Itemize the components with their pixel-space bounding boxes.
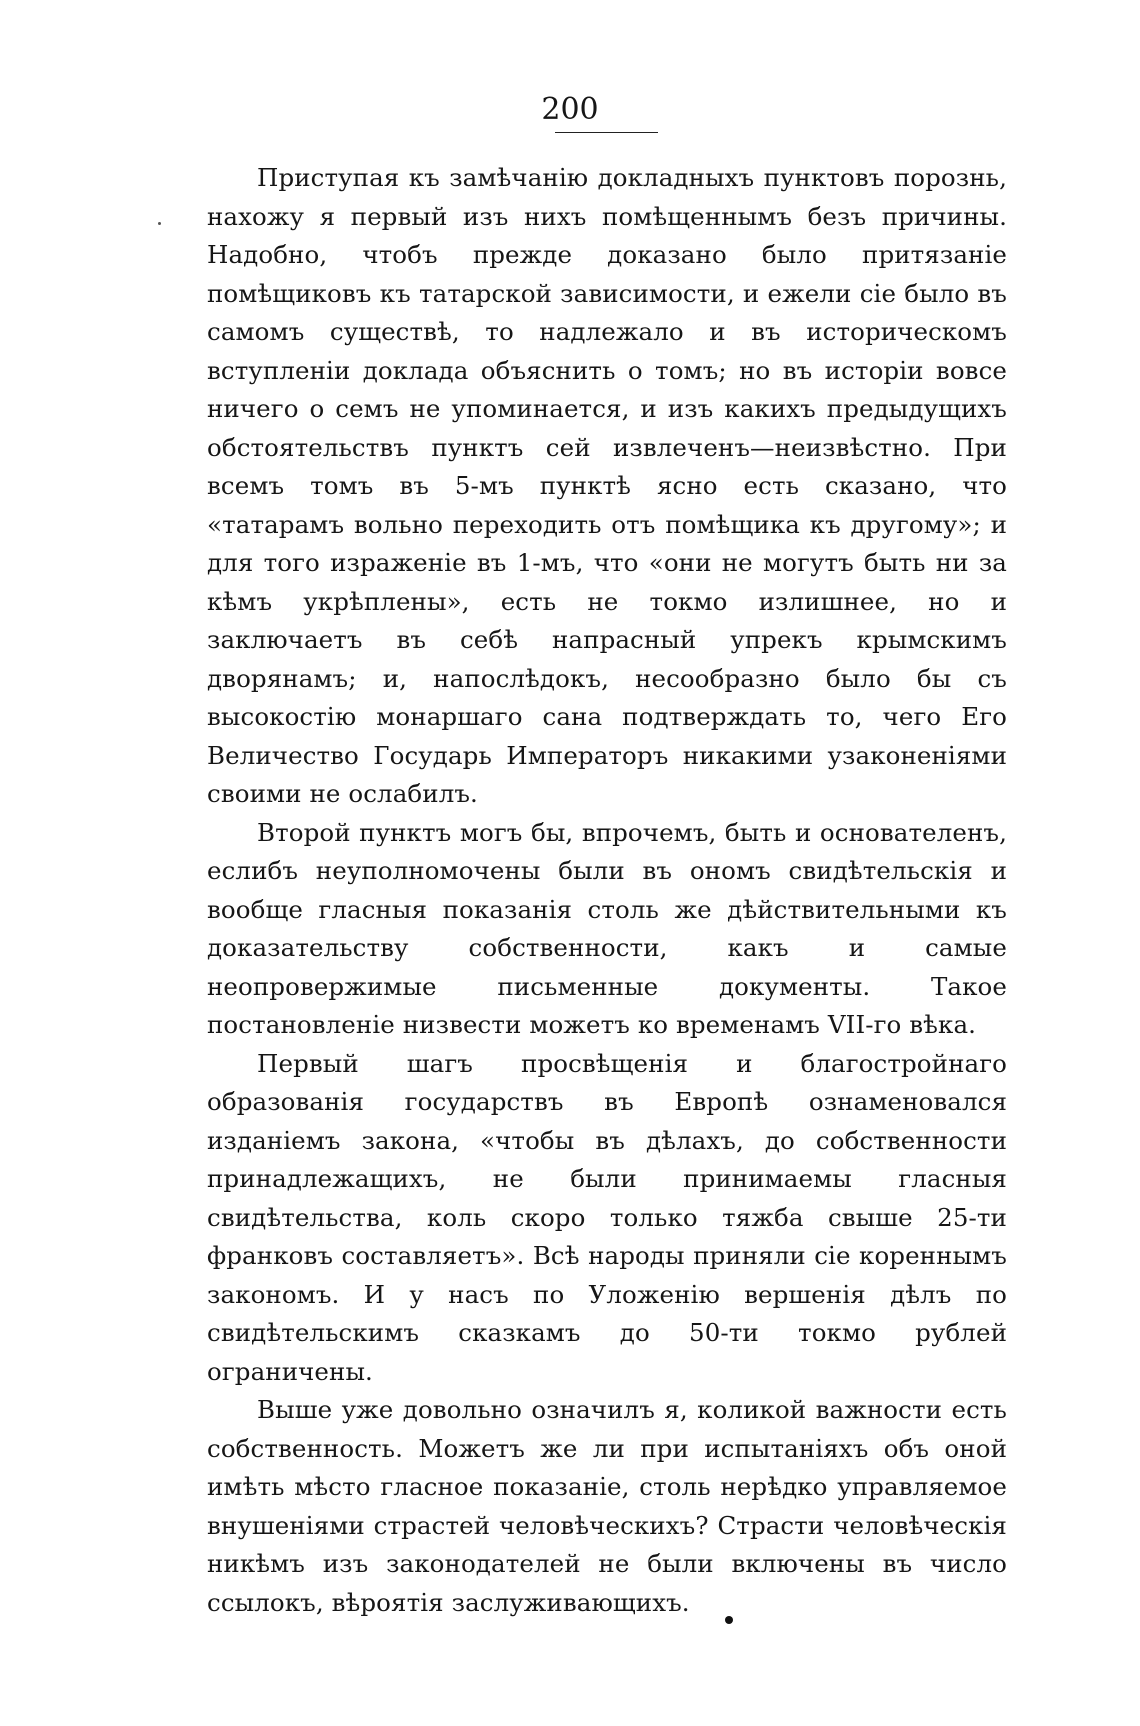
stray-ink-mark [158,222,161,225]
page-number-rule [555,132,658,133]
page-number: 200 [541,92,599,127]
paragraph-3: Первый шагъ просвѣщенія и благостройнаго образованія государствъ въ Европѣ ознаменовался изданіемъ закона, «чтобы въ дѣлахъ, до собственности принадлежащихъ, не были принимаемы гласныя свидѣтельства, коль скоро только тяжба свыше 25-ти франковъ составляетъ». Всѣ народы приняли сіе кореннымъ закономъ. И у насъ по Уложенію вершенія дѣлъ по свидѣтельскимъ сказкамъ до 50-ти токмо рублей ограничены. [207,1048,1007,1386]
paragraph-1: Приступая къ замѣчанію докладныхъ пунктовъ порознь, нахожу я первый изъ нихъ помѣщеннымъ безъ причины. Надобно, чтобъ прежде доказано было притязаніе помѣщиковъ къ татарской зависимости, и ежели сіе было въ самомъ существѣ, то надлежало и въ историческомъ вступленіи доклада объяснить о томъ; но въ исторіи вовсе ничего о семъ не упоминается, и изъ какихъ предыдущихъ обстоятельствъ пунктъ сей извлеченъ—неизвѣстно. При всемъ томъ въ 5-мъ пунктѣ ясно есть сказано, что «татарамъ вольно переходить отъ помѣщика къ другому»; и для того израженіе въ 1-мъ, что «они не могутъ быть ни за кѣмъ укрѣплены», есть не токмо излишнее, но и заключаетъ въ себѣ напрасный упрекъ крымскимъ дворянамъ; и, напослѣдокъ, несообразно было бы съ высокостію монаршаго сана подтверждать то, чего Его Величество Государь Императоръ никакими узаконеніями своими не ослабилъ. [207,163,1007,808]
printer-dot-mark [725,1616,733,1624]
paragraph-2: Второй пунктъ могъ бы, впрочемъ, быть и основателенъ, еслибъ неуполномочены были въ ономъ свидѣтельскія и вообще гласныя показанія столь же дѣйствительными къ доказательству собственности, какъ и самые неопровержимые письменные документы. Такое постановленіе низвести можетъ ко временамъ VII-го вѣка. [207,817,1007,1039]
paragraph-4: Выше уже довольно означилъ я, коликой важности есть собственность. Можетъ же ли при испытаніяхъ объ оной имѣть мѣсто гласное показаніе, столь нерѣдко управляемое внушеніями страстей человѣческихъ? Страсти человѣческія никѣмъ изъ законодателей не были включены въ число ссылокъ, вѣроятія заслуживающихъ. [207,1395,1007,1617]
body-text [207,159,1007,1622]
